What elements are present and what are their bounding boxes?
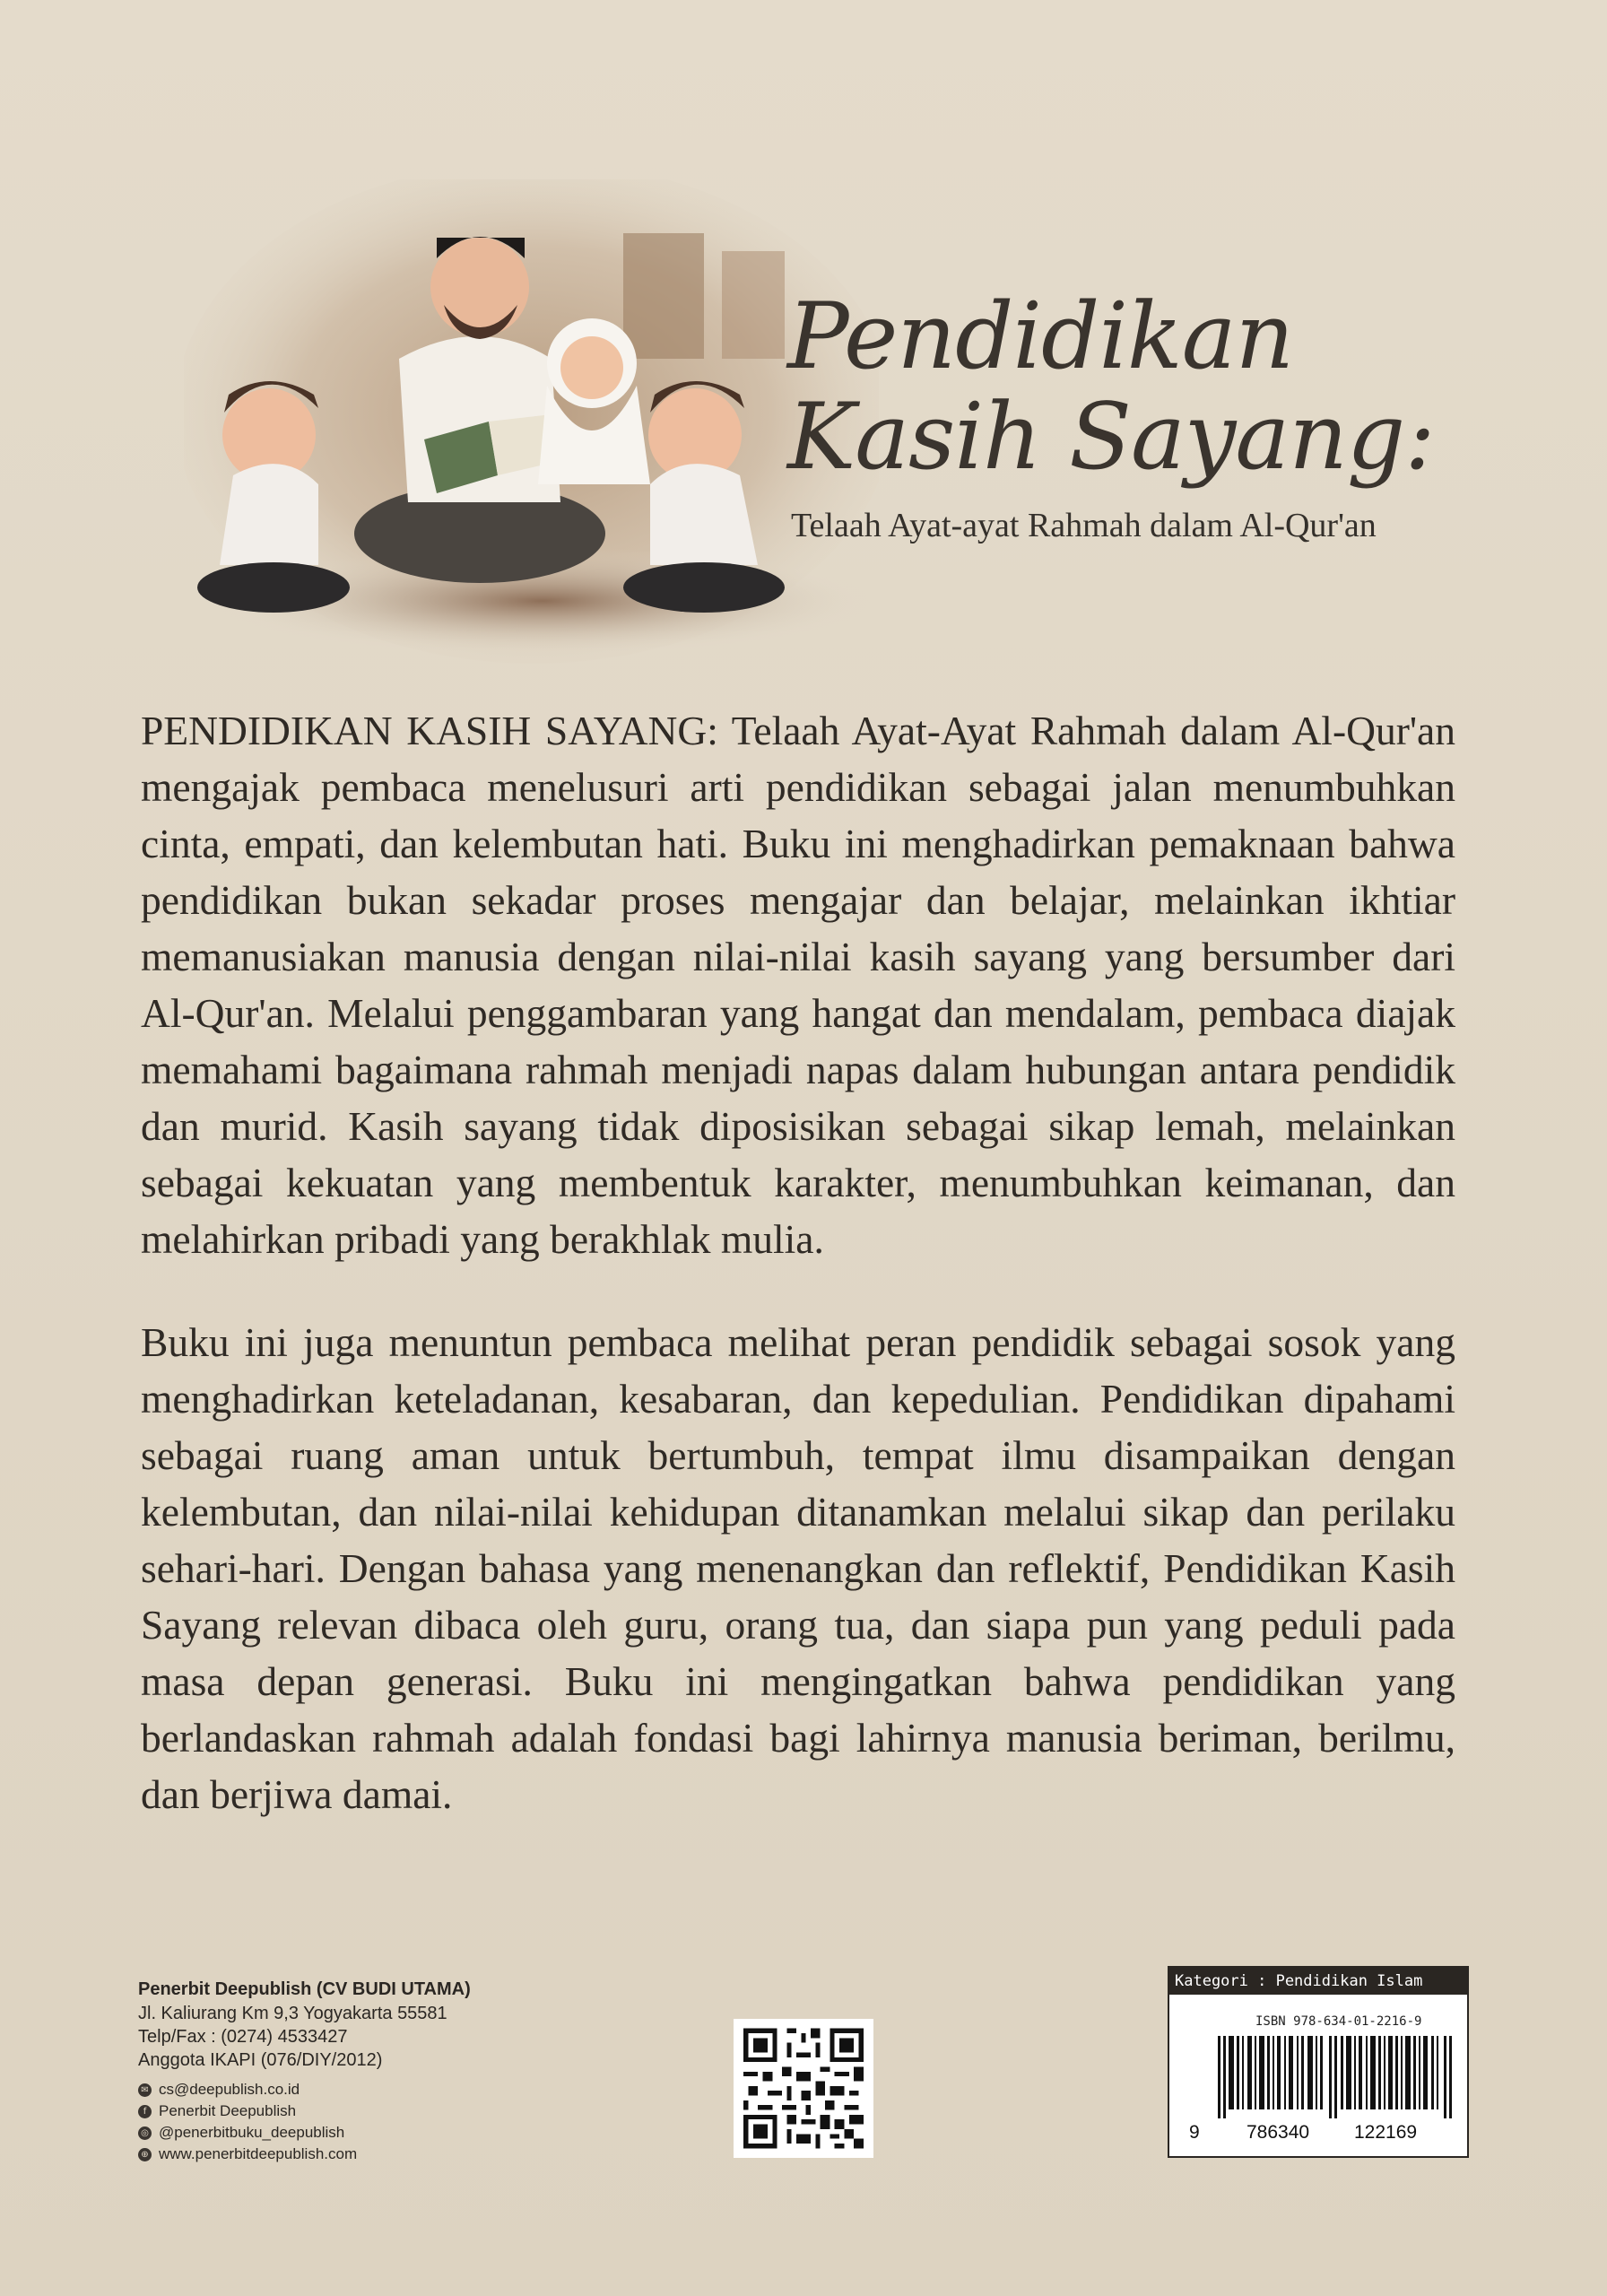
qr-code[interactable]	[734, 2019, 873, 2158]
family-reading-illustration	[184, 179, 879, 664]
publisher-name: Penerbit Deepublish (CV BUDI UTAMA)	[138, 1979, 471, 1999]
title-block	[787, 283, 1577, 545]
globe-icon: ⊕	[138, 2148, 152, 2161]
email-icon: ✉	[138, 2083, 152, 2097]
instagram-icon: ◎	[138, 2126, 152, 2140]
blurb-paragraph-1: PENDIDIKAN KASIH SAYANG: Telaah Ayat-Ayat Rahmah dalam Al-Qur'an mengajak pembaca menelusuri arti pendidikan sebagai jalan menumbuhkan cinta, empati, dan kelembutan hati. Buku ini menghadirkan pemaknaan bahwa pendidikan bukan sekadar proses mengajar dan belajar, melainkan ikhtiar memanusiakan manusia dengan nilai-nilai kasih sayang yang bersumber dari Al-Qur'an. Melalui penggambaran yang hangat dan mendalam, pembaca diajak memahami bagaimana rahmah menjadi napas dalam hubungan antara pendidik dan murid. Kasih sayang tidak diposisikan sebagai sikap lemah, melainkan sebagai kekuatan yang membentuk karakter, menumbuhkan keimanan, dan melahirkan pribadi yang berakhlak mulia.	[141, 708, 1455, 1262]
title-line-1: Pendidikan	[787, 283, 1294, 390]
isbn-number: ISBN 978-634-01-2216-9	[1255, 2014, 1422, 2029]
barcode-digits-group-1: 786340	[1247, 2122, 1310, 2143]
blurb	[141, 702, 1455, 1869]
contact-email-text: cs@deepublish.co.id	[159, 2081, 300, 2098]
barcode	[1218, 2036, 1453, 2118]
contact-instagram-text: @penerbitbuku_deepublish	[159, 2124, 345, 2141]
publisher-info	[138, 1978, 640, 2165]
publisher-address: Jl. Kaliurang Km 9,3 Yogyakarta 55581	[138, 2004, 447, 2023]
subtitle: Telaah Ayat-ayat Rahmah dalam Al-Qur'an	[791, 507, 1377, 544]
barcode-digit-first: 9	[1189, 2122, 1200, 2143]
cover-illustration	[184, 179, 879, 664]
facebook-icon: f	[138, 2105, 152, 2118]
category-label: Kategori : Pendidikan Islam	[1169, 1968, 1467, 1995]
publisher-member: Anggota IKAPI (076/DIY/2012)	[138, 2050, 383, 2070]
contact-facebook-text: Penerbit Deepublish	[159, 2102, 297, 2119]
publisher-contacts	[138, 2079, 640, 2165]
contact-email[interactable]	[138, 2079, 640, 2100]
contact-website-text: www.penerbitdeepublish.com	[159, 2145, 358, 2162]
contact-instagram[interactable]	[138, 2122, 640, 2144]
contact-facebook[interactable]	[138, 2100, 640, 2122]
publisher-phone: Telp/Fax : (0274) 4533427	[138, 2027, 348, 2047]
isbn-box	[1168, 1966, 1469, 2158]
contact-website[interactable]	[138, 2144, 640, 2165]
title-line-2: Kasih Sayang:	[787, 384, 1435, 491]
blurb-paragraph-2: Buku ini juga menuntun pembaca melihat peran pendidik sebagai sosok yang menghadirkan keteladanan, kesabaran, dan kepedulian. Pendidikan dipahami sebagai ruang aman untuk bertumbuh, tempat ilmu disampaikan dengan kelembutan, dan nilai-nilai kehidupan ditanamkan melalui sikap dan perilaku sehari-hari. Dengan bahasa yang menenangkan dan reflektif, Pendidikan Kasih Sayang relevan dibaca oleh guru, orang tua, dan siapa pun yang peduli pada masa depan generasi. Buku ini mengingatkan bahwa pendidikan yang berlandaskan rahmah adalah fondasi bagi lahirnya manusia beriman, berilmu, dan berjiwa damai.	[141, 1319, 1455, 1817]
barcode-digits-group-2: 122169	[1354, 2122, 1418, 2143]
